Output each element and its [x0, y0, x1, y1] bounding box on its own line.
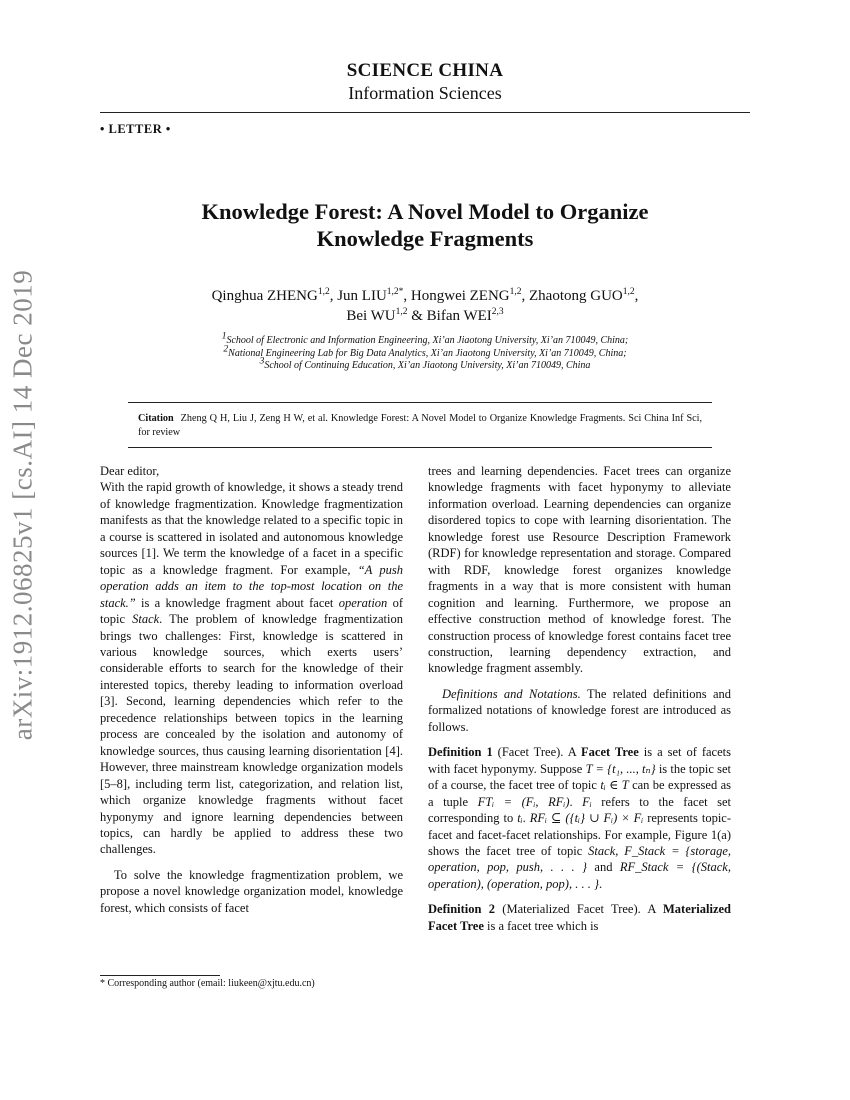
- affiliations: [100, 331, 750, 373]
- author-affil: 1,2: [622, 287, 635, 297]
- journal-name: SCIENCE CHINA: [346, 60, 504, 81]
- journal-section: Information Sciences: [348, 83, 502, 103]
- definition-2: Definition 2 (Materialized Facet Tree). A Materialized Facet Tree is a facet tree which is: [428, 902, 732, 933]
- author-affil: 1,2: [509, 287, 522, 297]
- definitions-intro: Definitions and Notations. The related definitions and formalized notations of knowledge forest are introduced as follows.: [428, 686, 731, 734]
- citation-text: Zheng Q H, Liu J, Zeng H W, et al. Knowledge Forest: A Novel Model to Organize Knowledge Fragments. Sci China Inf Sci, for review: [138, 413, 703, 438]
- title-line-2: Knowledge Fragments: [316, 226, 534, 251]
- body-paragraph: With the rapid growth of knowledge, it shows a steady trend of knowledge fragmentization. Knowledge fragmentization manifests as that the knowledge related to a specific topic in a course is scattered in isolated and autonomous knowledge sources [1]. We term the knowledge of a facet in a specific topic as a knowledge fragment. For example, “A push operation adds an item to the top-most location on the stack.” is a knowledge fragment about facet operation of topic Stack. The problem of knowledge fragmentization brings two challenges: First, knowledge is scattered in various knowledge sources, which exerts users’ considerable efforts to search for the knowledge of their interested topics, thereby leading to information overload [3]. Second, learning dependencies which refer to the precedence relationships between topics in the learning process are concealed by the isolation and autonomy of knowledge sources, thus causing learning disorientation [4]. However, three mainstream knowledge organization models [5–8], including term list, categorization, and relation list, which organize knowledge fragments without facet hyponymy and ignore learning dependencies between topics, can hardly be applied to address these two challenges.: [100, 480, 403, 857]
- author-name: Zhaotong GUO: [529, 288, 623, 304]
- body-paragraph: To solve the knowledge fragmentization problem, we propose a novel knowledge organization model, knowledge forest, which consists of facet: [100, 867, 403, 915]
- affiliation-line: $^2$National Engineering Lab for Big Data Analytics, Xi’an Jiaotong University, Xi’an 710049, China;: [223, 344, 627, 359]
- salutation: Dear editor,: [100, 464, 160, 478]
- body-paragraph-continued: trees and learning dependencies. Facet trees can organize knowledge fragments with facet hyponymy to alleviate information overload. Learning dependencies can organize disordered topics to cope with learning disorientation. The knowledge forest use Resource Description Framework (RDF) for knowledge representation and storage. Compared with RDF, knowledge forest organizes knowledge fragments in a way that is more consistent with human cognition and learning. Furthermore, we propose an effective construction method of knowledge forest. The construction process of knowledge forest contains facet tree construction, learning dependency extraction, and knowledge fragment assembly.: [428, 464, 731, 676]
- footnote: * Corresponding author (email: liukeen@xjtu.edu.cn): [100, 978, 315, 989]
- author-name: Jun LIU: [337, 288, 387, 304]
- author-list: Qinghua ZHENG$^{1,2}$, Jun $LIU^{1,2*}$, Hongwei ZENG$^{1,2}$, Zhaotong GUO$^{1,2}$, Bei WU$^{1,2}$ & Bifan WEI$^{2,3}$: [211, 287, 639, 324]
- author-affil: 1,2*: [386, 287, 404, 297]
- affiliation-line: $^3$School of Continuing Education, Xi’an Jiaotong University, Xi’an 710049, China: [259, 356, 591, 371]
- author-affil: 1,2: [395, 307, 408, 317]
- header-divider: [100, 112, 750, 113]
- title-line-1: Knowledge Forest: A Novel Model to Organize: [201, 199, 649, 224]
- arxiv-identifier-stamp: [0, 269, 46, 741]
- author-name: Qinghua ZHENG: [211, 288, 318, 304]
- author-name: Hongwei ZENG: [410, 288, 510, 304]
- definition-1: Definition 1 (Facet Tree). A Facet Tree is a set of facets with facet hyponymy. Suppose T = {t₁, ..., tₙ} is the topic set of a course, the facet tree of topic tᵢ ∈ T can be expressed as a tuple FTᵢ = (Fᵢ, RFᵢ). Fᵢ refers to the facet set corresponding to tᵢ. RFᵢ ⊆ ({tᵢ} ∪ Fᵢ) × Fᵢ represents topic-facet and facet-facet relationships. For example, Figure 1(a) shows the facet tree of topic Stack, F_Stack = {storage, operation, pop, push, . . . } and RF_Stack = {(Stack, operation), (operation, pop), . . . }.: [428, 745, 732, 891]
- author-affil: 1,2: [317, 287, 330, 297]
- footnote-divider: [100, 975, 220, 976]
- author-name: Bifan WEI: [426, 308, 492, 324]
- citation-box: [128, 402, 712, 448]
- author-affil: 2,3: [491, 307, 504, 317]
- paper-title: [100, 198, 750, 252]
- article-type: • LETTER •: [100, 122, 171, 136]
- body-column-right: [428, 463, 731, 934]
- body-column-left: [100, 463, 403, 916]
- arxiv-stamp-text: arXiv:1912.06825v1 [cs.AI] 14 Dec 2019: [7, 269, 38, 741]
- author-name: Bei WU: [346, 308, 396, 324]
- citation-label: Citation: [138, 413, 174, 424]
- affiliation-line: $^1$School of Electronic and Information Engineering, Xi’an Jiaotong University, Xi’an 710049, China;: [221, 331, 629, 346]
